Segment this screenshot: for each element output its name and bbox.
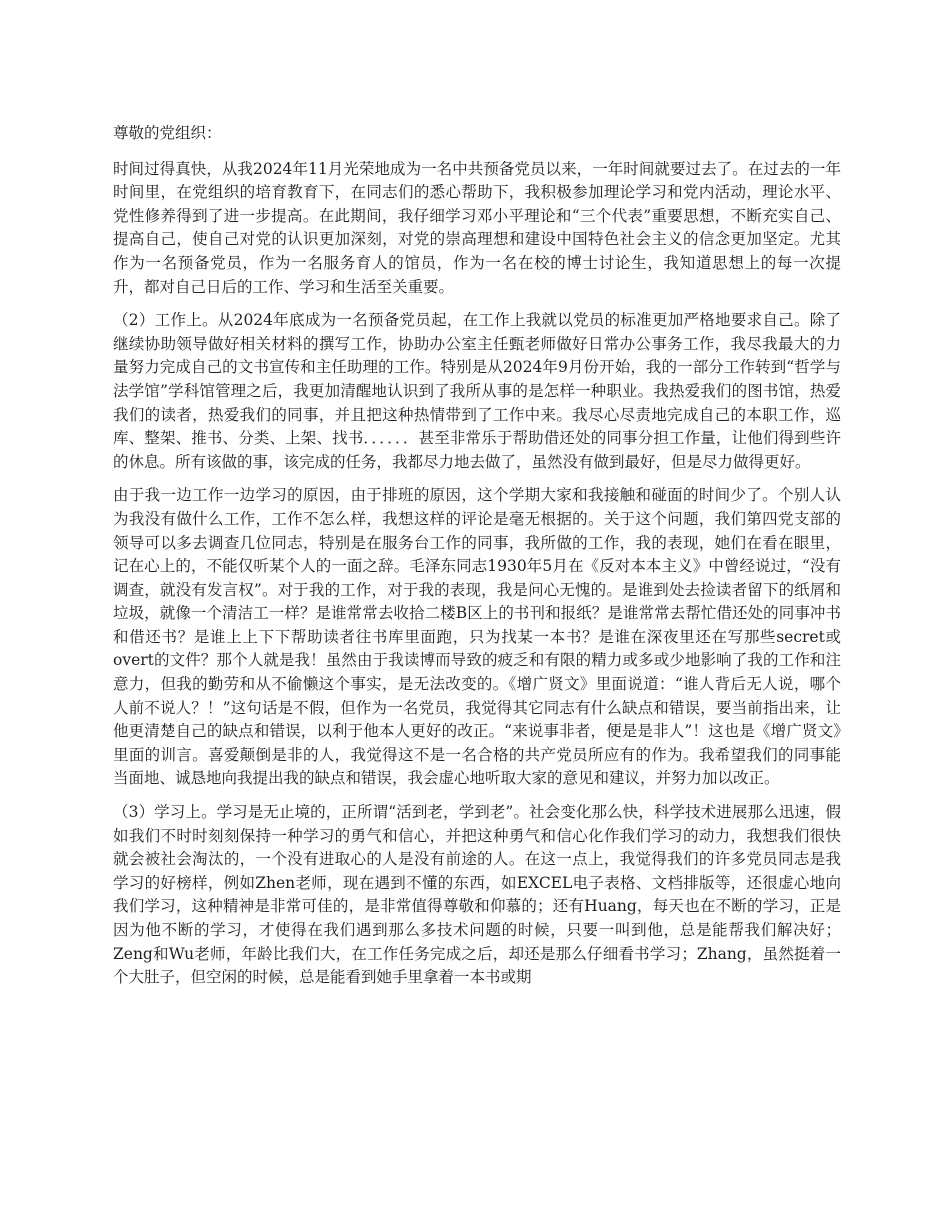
paragraph-study: （3）学习上。学习是无止境的，正所谓“活到老，学到老”。社会变化那么快，科学技术进展那么迅速，假如我们不时时刻刻保持一种学习的勇气和信心，并把这种勇气和信心化作我们学习的动力，我想我们很快就会被社会淘汰的，一个没有进取心的人是没有前途的人。在这一点上，我觉得我们的许多党员同志是我学习的好榜样，例如Zhen老师，现在遇到不懂的东西，如EXCEL电子表格、文档排版等，还很虚心地向我们学习，这种精神是非常可佳的，是非常值得尊敬和仰慕的；还有Huang，每天也在不断的学习，正是因为他不断的学习，才使得在我们遇到那么多技术问题的时候，只要一叫到他，总是能帮我们解决好；Zeng和Wu老师，年龄比我们大，在工作任务完成之后，却还是那么仔细看书学习；Zhang，虽然挺着一个大肚子，但空闲的时候，总是能看到她手里拿着一本书或期 xyxy=(113,803,841,987)
salutation: 尊敬的党组织： xyxy=(113,124,222,142)
paragraph-response: 由于我一边工作一边学习的原因，由于排班的原因，这个学期大家和我接触和碰面的时间少了。个别人认为我没有做什么工作，工作不怎么样，我想这样的评论是毫无根据的。关于这个问题，我们第四党支部的领导可以多去调查几位同志，特别是在服务台工作的同事，我所做的工作，我的表现，她们在看在眼里，记在心上的，不能仅听某个人的一面之辞。毛泽东同志1930年5月在《反对本本主义》中曾经说过，“没有调查，就没有发言权”。对于我的工作，对于我的表现，我是问心无愧的。是谁到处去捡读者留下的纸屑和垃圾，就像一个清洁工一样？是谁常常去收拾二楼B区上的书刊和报纸？是谁常常去帮忙借还处的同事冲书和借还书？是谁上上下下帮助读者往书库里面跑，只为找某一本书？是谁在深夜里还在写那些secret或overt的文件？那个人就是我！虽然由于我读博而导致的疲乏和有限的精力或多或少地影响了我的工作和注意力，但我的勤劳和从不偷懒这个事实，是无法改变的。《增广贤文》里面说道：“谁人背后无人说，哪个人前不说人？！”这句话是不假，但作为一名党员，我觉得其它同志有什么缺点和错误，要当前指出来，让他更清楚自己的缺点和错误，以利于他本人更好的改正。“来说事非者，便是是非人”！这也是《增广贤文》里面的训言。喜爱颠倒是非的人，我觉得这不是一名合格的共产党员所应有的作为。我希望我们的同事能当面地、诚恳地向我提出我的缺点和错误，我会虚心地听取大家的意见和建议，并努力加以改正。 xyxy=(113,486,841,788)
document-body xyxy=(113,122,841,1000)
paragraph-intro: 时间过得真快，从我2024年11月光荣地成为一名中共预备党员以来，一年时间就要过去了。在过去的一年时间里，在党组织的培育教育下，在同志们的悉心帮助下，我积极参加理论学习和党内活动，理论水平、党性修养得到了进一步提高。在此期间，我仔细学习邓小平理论和“三个代表”重要思想，不断充实自己、提高自己，使自己对党的认识更加深刻，对党的崇高理想和建设中国特色社会主义的信念更加坚定。尤其作为一名预备党员，作为一名服务育人的馆员，作为一名在校的博士讨论生，我知道思想上的每一次提升，都对自己日后的工作、学习和生活至关重要。 xyxy=(113,159,841,296)
paragraph-work: （2）工作上。从2024年底成为一名预备党员起，在工作上我就以党员的标准更加严格地要求自己。除了继续协助领导做好相关材料的撰写工作，协助办公室主任甄老师做好日常办公事务工作，我尽我最大的力量努力完成自己的文书宣传和主任助理的工作。特别是从2024年9月份开始，我的一部分工作转到“哲学与法学馆”学科馆管理之后，我更加清醒地认识到了我所从事的是怎样一种职业。我热爱我们的图书馆，热爱我们的读者，热爱我们的同事，并且把这种热情带到了工作中来。我尽心尽责地完成自己的本职工作，巡库、整架、推书、分类、上架、找书．．．．．．甚至非常乐于帮助借还处的同事分担工作量，让他们得到些许的休息。所有该做的事，该完成的任务，我都尽力地去做了，虽然没有做到最好，但是尽力做得更好。 xyxy=(113,311,841,471)
